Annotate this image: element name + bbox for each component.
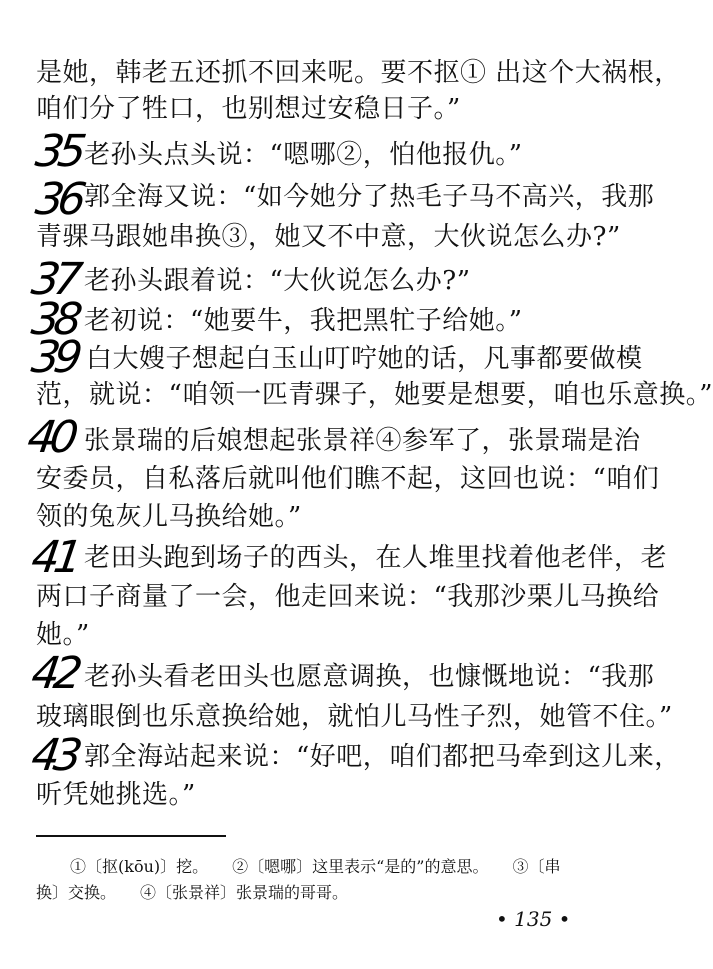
handwritten-number: 35 [32,126,84,177]
page-number: • 135 • [496,907,571,931]
text-line: 老孙头点头说：“嗯哪②，怕他报仇。” [84,140,523,170]
handwritten-number: 43 [28,730,80,781]
text-line: 老田头跑到场子的西头，在人堆里找着他老伴，老 [84,543,668,573]
text-line: 范，就说：“咱领一匹青骒子，她要是想要，咱也乐意换。” [36,380,713,410]
handwritten-number: 38 [28,294,80,345]
text-line: 是她，韩老五还抓不回来呢。要不抠① 出这个大祸根， [36,58,681,88]
handwritten-number: 39 [28,332,80,383]
handwritten-number: 37 [28,254,80,305]
handwritten-number: 42 [28,648,80,699]
footnote-divider [36,835,226,837]
text-line: 老孙头跟着说：“大伙说怎么办?” [84,266,471,296]
text-line: 老初说：“她要牛，我把黑牤子给她。” [84,306,523,336]
handwritten-number: 36 [32,174,84,225]
text-line: 咱们分了牲口，也别想过安稳日子。” [36,94,461,124]
text-line: 郭全海站起来说：“好吧，咱们都把马牵到这儿来， [84,742,681,772]
text-line: 玻璃眼倒也乐意换给她，就怕儿马性子烈，她管不住。” [36,702,673,732]
text-line: 郭全海又说：“如今她分了热毛子马不高兴，我那 [84,182,655,212]
handwritten-number: 41 [28,532,80,583]
footnote-line: 换〕交换。 ④〔张景祥〕张景瑞的哥哥。 [36,883,349,902]
handwritten-number: 40 [24,412,76,463]
footnote-line: ①〔抠(kōu)〕挖。 ②〔嗯哪〕这里表示“是的”的意思。 ③〔串 [70,857,561,876]
text-line: 安委员，自私落后就叫他们瞧不起，这回也说：“咱们 [36,464,660,494]
text-line: 领的兔灰儿马换给她。” [36,502,302,532]
text-line: 张景瑞的后娘想起张景祥④参军了，张景瑞是治 [84,426,641,456]
text-line: 她。” [36,620,90,650]
text-line: 听凭她挑选。” [36,780,196,810]
text-line: 两口子商量了一会，他走回来说：“我那沙栗儿马换给 [36,582,660,612]
text-line: 白大嫂子想起白玉山叮咛她的话，凡事都要做模 [86,344,643,374]
text-line: 老孙头看老田头也愿意调换，也慷慨地说：“我那 [84,662,655,692]
text-line: 青骒马跟她串换③，她又不中意，大伙说怎么办?” [36,222,621,252]
